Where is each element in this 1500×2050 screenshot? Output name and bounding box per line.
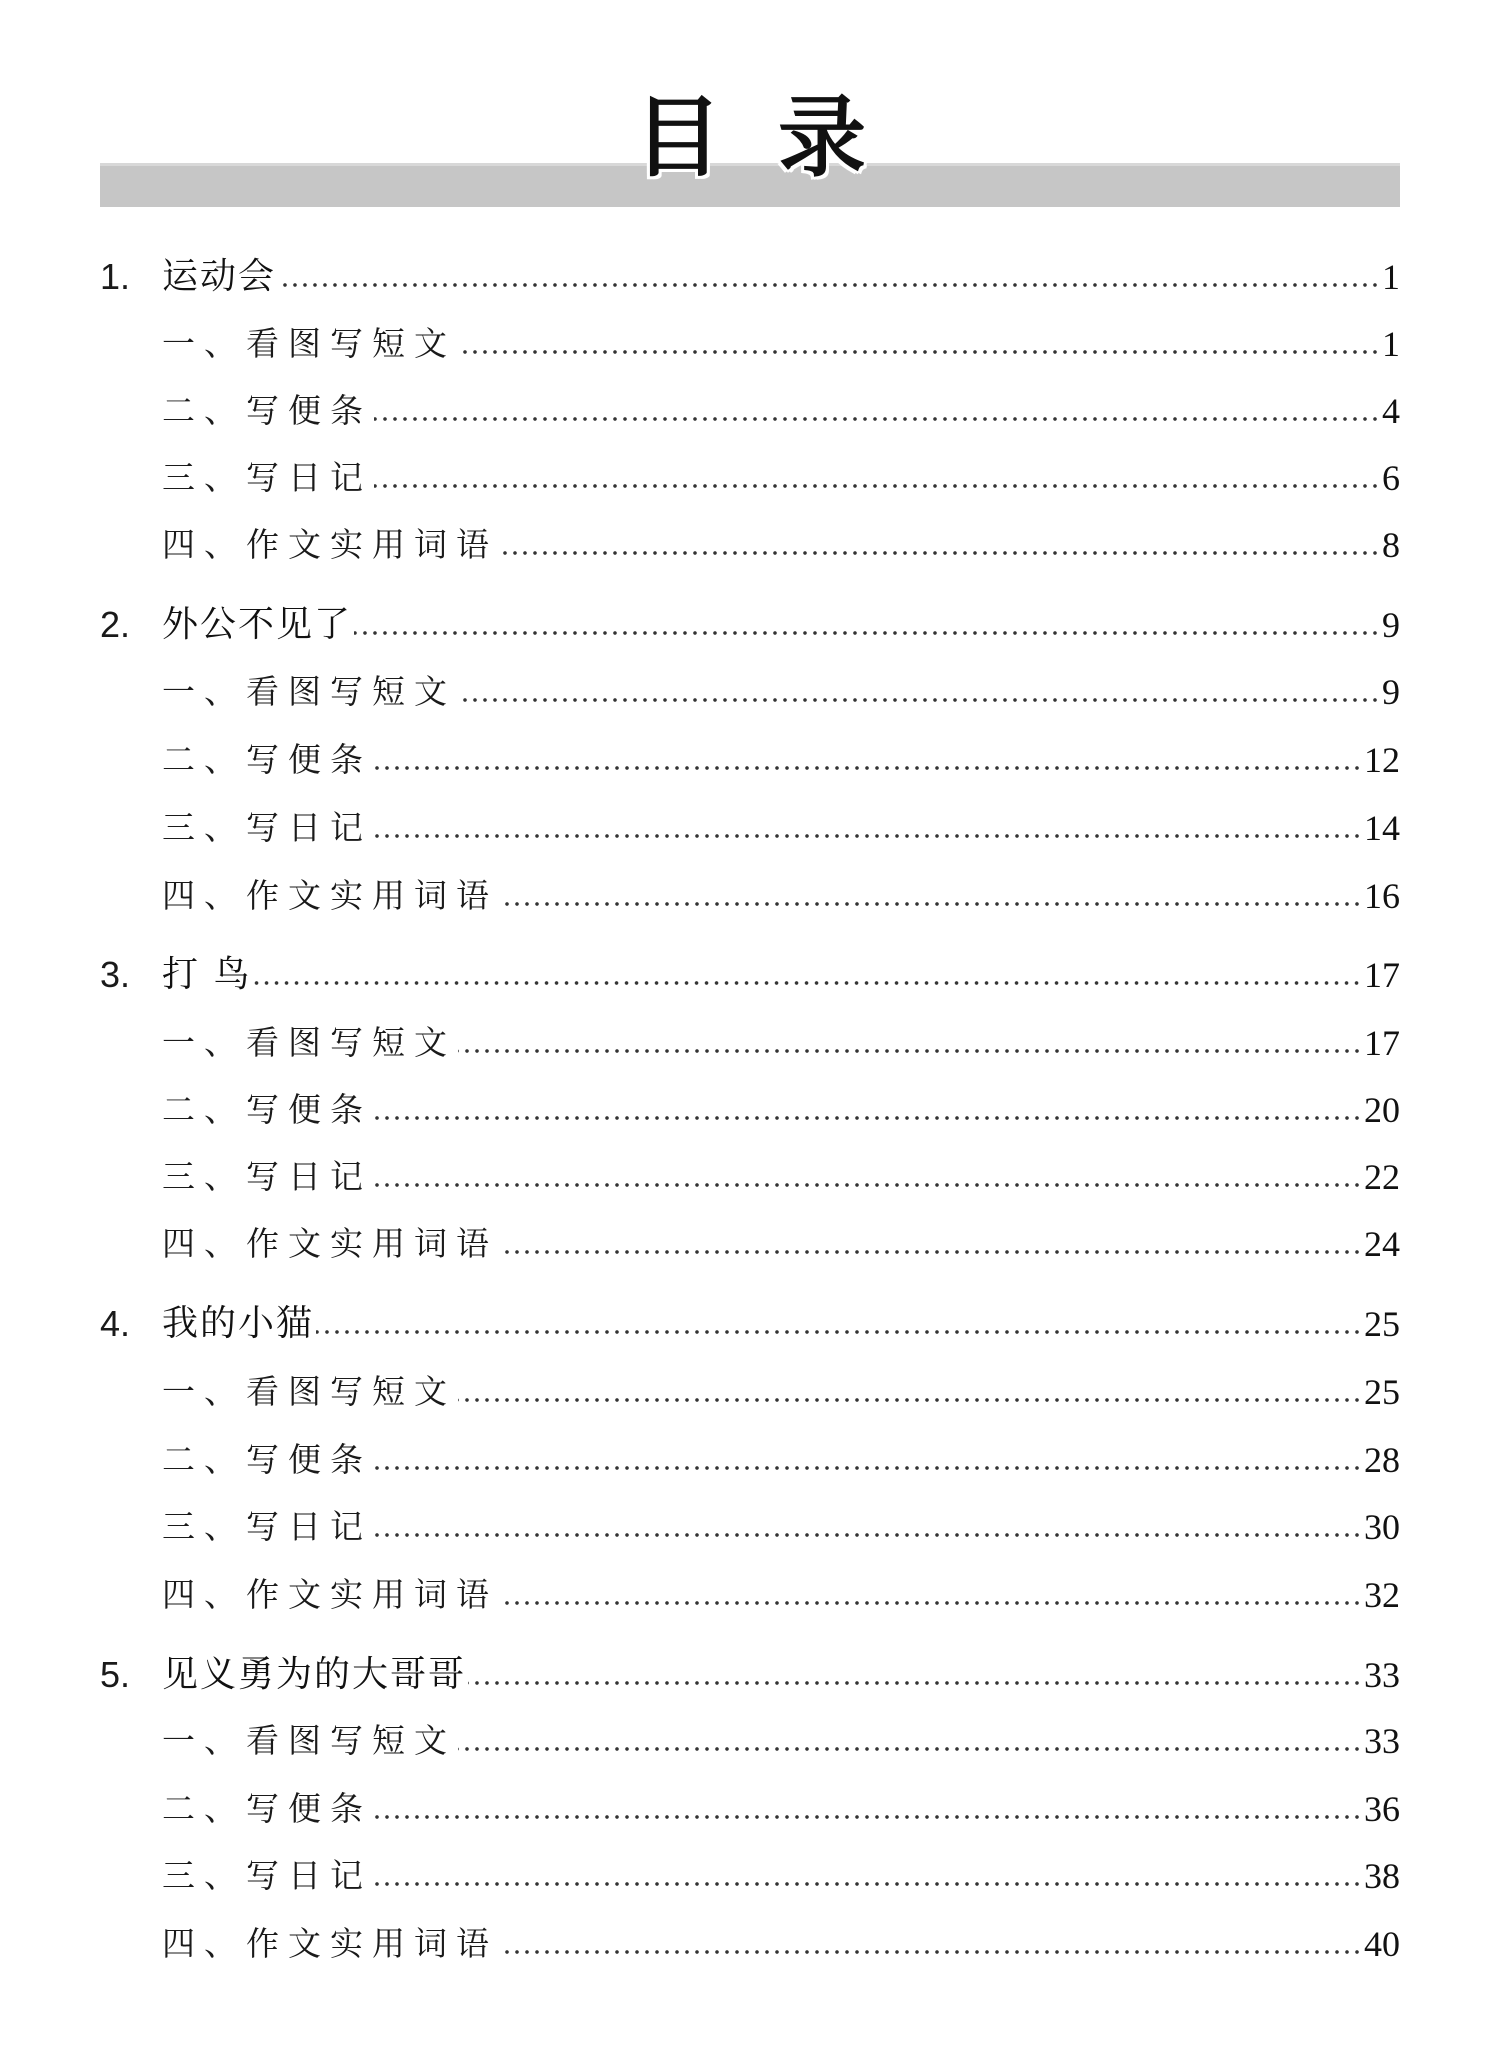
dot-leader [278, 280, 1380, 290]
toc-section[interactable] [100, 1018, 1400, 1068]
chapter-number: 5. [100, 1654, 131, 1695]
page-number: 30 [1364, 1507, 1400, 1547]
toc-chapter-5[interactable] [100, 1650, 1400, 1700]
dot-leader [374, 831, 1362, 841]
page-number: 33 [1364, 1655, 1400, 1695]
toc-section[interactable] [100, 520, 1400, 570]
toc-chapter-4[interactable] [100, 1299, 1400, 1349]
chapter-number: 2. [100, 604, 131, 645]
dot-leader [500, 1947, 1362, 1957]
toc-chapter-2[interactable] [100, 600, 1400, 650]
section-title: 四、作文实用词语 [162, 1575, 498, 1614]
section-title: 四、作文实用词语 [162, 1224, 498, 1263]
page-number: 6 [1382, 458, 1400, 498]
dot-leader [374, 1180, 1362, 1190]
toc-section[interactable] [100, 453, 1400, 503]
page-number: 24 [1364, 1224, 1400, 1264]
dot-leader [374, 414, 1380, 424]
dot-leader [374, 1812, 1362, 1822]
chapter-number: 1. [100, 256, 131, 297]
section-title: 三、写日记 [162, 1507, 372, 1546]
page-number: 25 [1364, 1372, 1400, 1412]
chapter-title: 打 鸟 [162, 954, 252, 995]
chapter-title: 我的小猫 [162, 1303, 315, 1344]
toc-section[interactable] [100, 386, 1400, 436]
toc-section[interactable] [100, 1367, 1400, 1417]
toc-section[interactable] [100, 1784, 1400, 1834]
toc-section[interactable] [100, 1851, 1400, 1901]
chapter-title: 见义勇为的大哥哥 [162, 1654, 467, 1695]
toc-section[interactable] [100, 1085, 1400, 1135]
section-title: 四、作文实用词语 [162, 1924, 498, 1963]
dot-leader [458, 347, 1380, 357]
section-title: 二、写便条 [162, 1090, 372, 1129]
page-number: 8 [1382, 525, 1400, 565]
toc-chapter-1[interactable] [100, 252, 1400, 302]
dot-leader [374, 1530, 1362, 1540]
dot-leader [316, 1327, 1362, 1337]
dot-leader [468, 1678, 1362, 1688]
chapter-number: 4. [100, 1303, 131, 1344]
dot-leader [500, 1598, 1362, 1608]
dot-leader [458, 1046, 1362, 1056]
dot-leader [253, 978, 1362, 988]
toc-section[interactable] [100, 1570, 1400, 1620]
dot-leader [500, 899, 1362, 909]
page-number: 25 [1364, 1304, 1400, 1344]
page-number: 14 [1364, 808, 1400, 848]
page-number: 12 [1364, 740, 1400, 780]
dot-leader [458, 695, 1380, 705]
section-title: 一、看图写短文 [162, 1023, 456, 1062]
toc-section[interactable] [100, 667, 1400, 717]
section-title: 三、写日记 [162, 458, 372, 497]
dot-leader [374, 1463, 1362, 1473]
section-title: 一、看图写短文 [162, 324, 456, 363]
page-number: 1 [1382, 324, 1400, 364]
page-title: 目录 [633, 86, 922, 189]
toc-section[interactable] [100, 1152, 1400, 1202]
section-title: 一、看图写短文 [162, 1721, 456, 1760]
dot-leader [374, 763, 1362, 773]
page-number: 22 [1364, 1157, 1400, 1197]
toc-section[interactable] [100, 1219, 1400, 1269]
chapter-number: 3. [100, 954, 131, 995]
section-title: 三、写日记 [162, 1856, 372, 1895]
section-title: 一、看图写短文 [162, 1372, 456, 1411]
chapter-title: 运动会 [162, 256, 277, 297]
page-number: 9 [1382, 605, 1400, 645]
section-title: 二、写便条 [162, 1789, 372, 1828]
page-number: 38 [1364, 1856, 1400, 1896]
section-title: 二、写便条 [162, 740, 372, 779]
dot-leader [500, 548, 1380, 558]
page-number: 32 [1364, 1575, 1400, 1615]
section-title: 一、看图写短文 [162, 672, 456, 711]
toc-chapter-3[interactable] [100, 950, 1400, 1000]
toc-section[interactable] [100, 871, 1400, 921]
dot-leader [500, 1247, 1362, 1257]
dot-leader [374, 481, 1380, 491]
toc-section[interactable] [100, 1502, 1400, 1552]
toc-section[interactable] [100, 1716, 1400, 1766]
page-number: 1 [1382, 257, 1400, 297]
toc-section[interactable] [100, 735, 1400, 785]
section-title: 二、写便条 [162, 1440, 372, 1479]
page-number: 33 [1364, 1721, 1400, 1761]
chapter-title: 外公不见了 [162, 604, 353, 645]
dot-leader [458, 1395, 1362, 1405]
section-title: 四、作文实用词语 [162, 525, 498, 564]
section-title: 二、写便条 [162, 391, 372, 430]
toc-section[interactable] [100, 1435, 1400, 1485]
page-number: 16 [1364, 876, 1400, 916]
dot-leader [374, 1879, 1362, 1889]
toc-section[interactable] [100, 1919, 1400, 1969]
dot-leader [354, 628, 1380, 638]
page-number: 4 [1382, 391, 1400, 431]
page-number: 17 [1364, 955, 1400, 995]
page-number: 40 [1364, 1924, 1400, 1964]
page-number: 9 [1382, 672, 1400, 712]
dot-leader [374, 1113, 1362, 1123]
toc-section[interactable] [100, 803, 1400, 853]
page-number: 36 [1364, 1789, 1400, 1829]
section-title: 三、写日记 [162, 1157, 372, 1196]
page-number: 17 [1364, 1023, 1400, 1063]
dot-leader [458, 1744, 1362, 1754]
page-number: 28 [1364, 1440, 1400, 1480]
page-number: 20 [1364, 1090, 1400, 1130]
section-title: 三、写日记 [162, 808, 372, 847]
toc-section[interactable] [100, 319, 1400, 369]
section-title: 四、作文实用词语 [162, 876, 498, 915]
